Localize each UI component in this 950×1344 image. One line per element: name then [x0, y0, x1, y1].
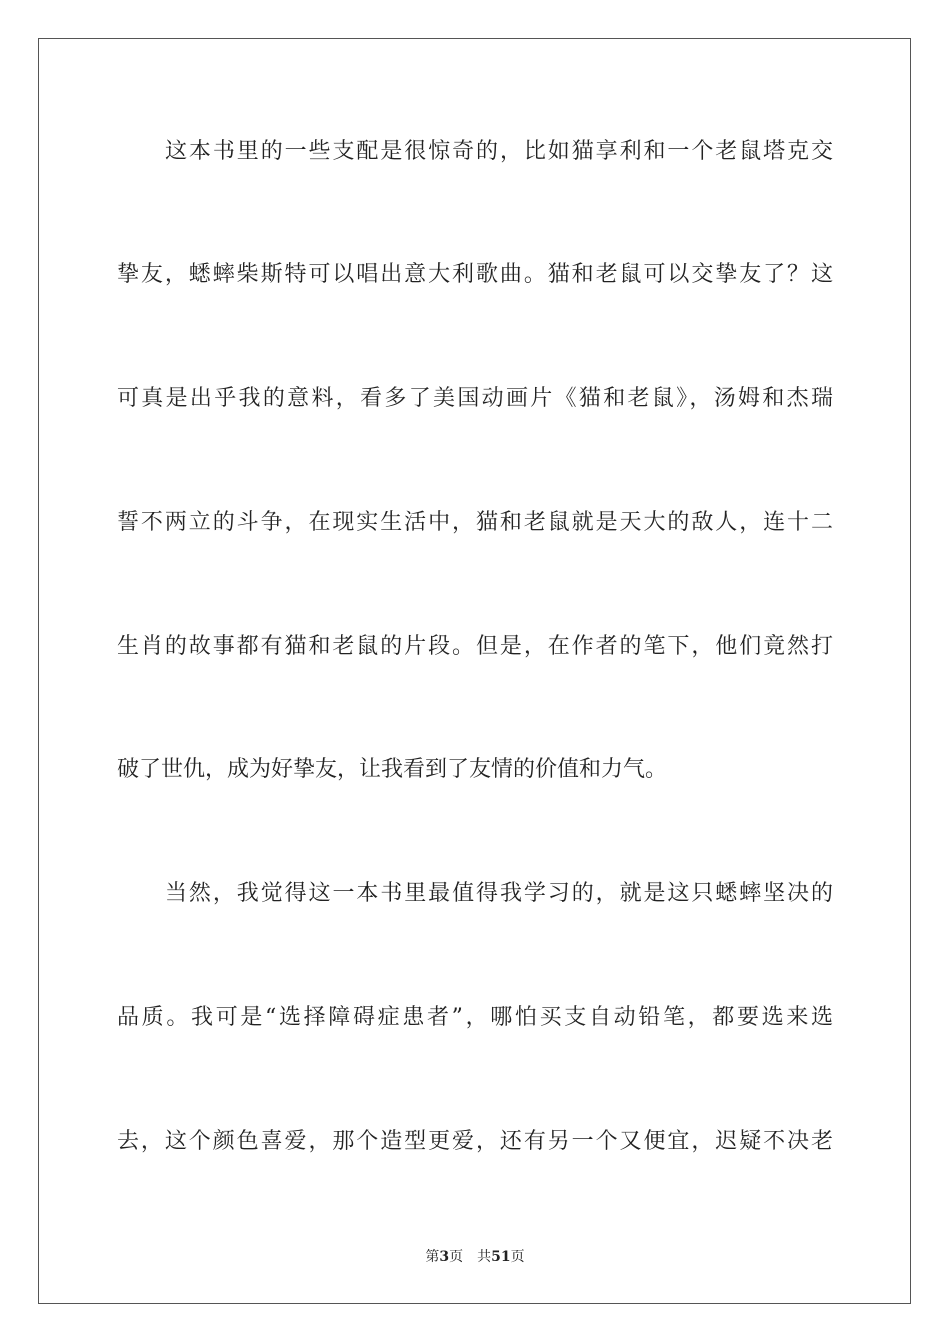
page-frame [38, 38, 911, 1304]
paragraph-line: 可真是出乎我的意料，看多了美国动画片《猫和老鼠》，汤姆和杰瑞 [117, 386, 833, 411]
paragraph-line: 去，这个颜色喜爱，那个造型更爱，还有另一个又便宜，迟疑不决老 [117, 1129, 833, 1154]
paragraph-line: 品质。我可是“选择障碍症患者”，哪怕买支自动铅笔，都要选来选 [117, 1005, 833, 1030]
total-pages: 51 [491, 1249, 511, 1265]
page-label-suffix: 页 [449, 1249, 464, 1265]
total-label-suffix: 页 [510, 1249, 525, 1265]
page-label-prefix: 第 [425, 1249, 440, 1265]
paragraph-line: 誓不两立的斗争，在现实生活中，猫和老鼠就是天大的敌人，连十二 [117, 510, 833, 535]
page-number: 3 [439, 1249, 450, 1265]
paragraph-line: 挚友，蟋蟀柴斯特可以唱出意大利歌曲。猫和老鼠可以交挚友了？这 [117, 262, 833, 287]
paragraph-line: 生肖的故事都有猫和老鼠的片段。但是，在作者的笔下，他们竟然打 [117, 634, 833, 659]
paragraph-line: 当然，我觉得这一本书里最值得我学习的，就是这只蟋蟀坚决的 [165, 881, 833, 906]
total-label-prefix: 共 [477, 1249, 492, 1265]
paragraph-line: 这本书里的一些支配是很惊奇的，比如猫享利和一个老鼠塔克交 [165, 139, 833, 164]
page-footer [0, 1247, 950, 1267]
paragraph-line: 破了世仇，成为好挚友，让我看到了友情的价值和力气。 [117, 757, 668, 782]
